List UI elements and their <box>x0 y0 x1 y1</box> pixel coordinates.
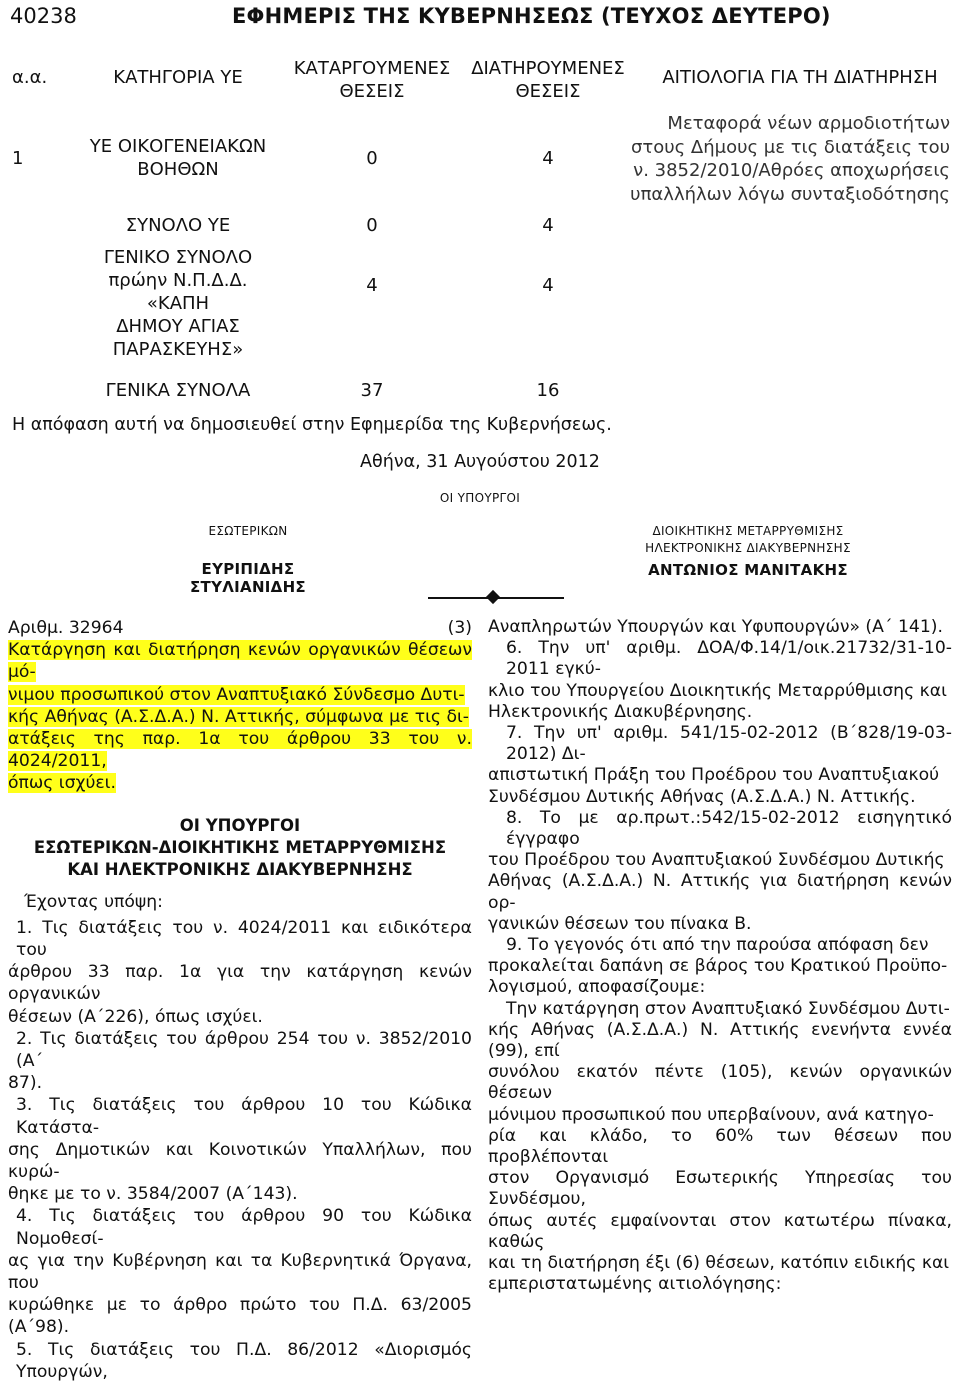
general-total-label-line: πρώην Ν.Π.Δ.Δ. «ΚΑΠΗ <box>108 270 248 314</box>
general-total-label-line: ΔΗΜΟΥ ΑΓΙΑΣ <box>116 316 240 337</box>
decision-body-line: Την κατάργηση στον Αναπτυξιακό Συνδέσμου Δυτι- <box>506 998 950 1019</box>
separator-diamond-icon <box>486 590 500 604</box>
consideration-line: 8. Το με αρ.πρωτ.:542/15-02-2012 εισηγητικό έγγραφο <box>506 807 952 850</box>
consideration-line: 3. Τις διατάξεις του άρθρου 10 του Κώδικα Κατάστα- <box>16 1095 472 1138</box>
consideration-line: άρθρου 33 παρ. 1α για την κατάργηση κενών οργανικών <box>8 962 472 1005</box>
col-header-reason: ΑΙΤΙΟΛΟΓΙΑ ΓΙΑ ΤΗ ΔΙΑΤΗΡΗΣΗ <box>662 67 938 88</box>
gazette-title: ΕΦΗΜΕΡΙΣ ΤΗΣ ΚΥΒΕΡΝΗΣΕΩΣ (ΤΕΥΧΟΣ ΔΕΥΤΕΡΟ) <box>232 4 831 28</box>
considerations-left <box>8 917 472 1383</box>
decision-title-line: Κατάργηση και διατήρηση κενών οργανικών θέσεων μό- <box>8 640 472 683</box>
decision-title-line: κής Αθήνας (Α.Σ.Δ.Α.) Ν. Αττικής, σύμφωνα με τις δι- <box>8 706 470 727</box>
row1-reason-line: υπαλλήλων λόγω συνταξιοδότησης <box>630 183 950 205</box>
row1-reason-line: στους Δήμους με τις διατάξεις του <box>630 136 950 158</box>
grand-totals-retained: 16 <box>536 380 560 401</box>
col-header-retained-line: ΔΙΑΤΗΡΟΥΜΕΝΕΣ <box>471 58 625 79</box>
decision-body-line: όπως αυτές εμφαίνονται στον κατωτέρω πίνακα, καθώς <box>488 1210 952 1252</box>
signature-left-ministry: ΕΣΩΤΕΡΙΚΩΝ <box>208 524 288 538</box>
decision-heading-line: ΟΙ ΥΠΟΥΡΓΟΙ <box>179 815 301 835</box>
decision-title-line: όπως ισχύει. <box>8 773 116 794</box>
general-total-label-line: ΠΑΡΑΣΚΕΥΗΣ» <box>112 339 244 360</box>
consideration-line: θηκε με το ν. 3584/2007 (Α΄143). <box>8 1184 298 1205</box>
grand-totals-label: ΓΕΝΙΚΑ ΣΥΝΟΛΑ <box>105 380 251 401</box>
consideration-line: 87). <box>8 1073 43 1094</box>
total-ye-abolished: 0 <box>366 215 378 236</box>
col-header-abolished <box>282 57 462 103</box>
publication-note: Η απόφαση αυτή να δημοσιευθεί στην Εφημερίδα της Κυβερνήσεως. <box>12 415 612 435</box>
decision-title <box>8 639 472 794</box>
signature-left-name: ΕΥΡΙΠΙΔΗΣ ΣΤΥΛΙΑΝΙΔΗΣ <box>190 560 306 596</box>
consideration-line: γανικών θέσεων του πίνακα Β. <box>488 913 752 934</box>
general-total-retained: 4 <box>542 275 554 296</box>
ministers-title: ΟΙ ΥΠΟΥΡΓΟΙ <box>439 491 521 505</box>
having-regard: Έχοντας υπόψη: <box>24 891 163 912</box>
row1-reason-line: ν. 3852/2010/Αθρόες αποχωρήσεις <box>633 160 950 181</box>
consideration-line: θέσεων (Α΄226), όπως ισχύει. <box>8 1006 263 1027</box>
consideration-line: Ηλεκτρονικής Διακυβέρνησης. <box>488 701 753 722</box>
general-total-abolished: 4 <box>366 275 378 296</box>
decision-heading-line: ΚΑΙ ΗΛΕΚΤΡΟΝΙΚΗΣ ΔΙΑΚΥΒΕΡΝΗΣΗΣ <box>67 859 413 879</box>
total-ye-retained: 4 <box>542 215 554 236</box>
decision-heading-line: ΕΣΩΤΕΡΙΚΩΝ-ΔΙΟΙΚΗΤΙΚΗΣ ΜΕΤΑΡΡΥΘΜΙΣΗΣ <box>33 837 447 857</box>
decision-body-line: κής Αθήνας (Α.Σ.Δ.Α.) Ν. Αττικής ενενήντα εννέα (99), επί <box>488 1019 952 1062</box>
general-total-label <box>78 246 278 361</box>
row1-aa: 1 <box>12 148 24 169</box>
consideration-line: 4. Τις διατάξεις του άρθρου 90 του Κώδικα Νομοθεσί- <box>16 1206 472 1249</box>
signature-right <box>598 524 898 579</box>
row1-abolished: 0 <box>366 148 378 169</box>
decision-body-line: στον Οργανισμό Εσωτερικής Υπηρεσίας του Συνδέσμου, <box>488 1168 952 1210</box>
row1-reason <box>630 112 950 206</box>
consideration-line: προκαλείται δαπάνη σε βάρος του Κρατικού Προϋπο- <box>488 956 948 977</box>
col-header-category: ΚΑΤΗΓΟΡΙΑ ΥΕ <box>113 67 243 88</box>
col-header-retained-line: ΘΕΣΕΙΣ <box>515 81 581 102</box>
right-column <box>488 617 952 1296</box>
signature-right-name: ΑΝΤΩΝΙΟΣ ΜΑΝΙΤΑΚΗΣ <box>648 561 848 579</box>
consideration-line: 5. Τις διατάξεις του Π.Δ. 86/2012 «Διορισμός Υπουργών, <box>16 1339 472 1382</box>
decision-body-line: μόνιμου προσωπικού που υπερβαίνουν, ανά κατηγο- <box>488 1104 934 1125</box>
row1-category-line: ΥΕ ΟΙΚΟΓΕΝΕΙΑΚΩΝ <box>89 136 267 157</box>
decision-title-line: ατάξεις της παρ. 1α του άρθρου 33 του ν. 4024/2011, <box>8 729 472 772</box>
decision-body-line: εμπεριστατωμένης αιτιολόγησης: <box>488 1274 782 1295</box>
place-date: Αθήνα, 31 Αυγούστου 2012 <box>360 452 600 472</box>
col-header-retained <box>458 57 638 103</box>
row1-category <box>78 135 278 181</box>
general-total-label-line: ΓΕΝΙΚΟ ΣΥΝΟΛΟ <box>103 247 253 268</box>
decision-heading <box>8 815 472 881</box>
signature-right-ministry-2: ΗΛΕΚΤΡΟΝΙΚΗΣ ΔΙΑΚΥΒΕΡΝΗΣΗΣ <box>645 541 851 555</box>
decision-seq: (3) <box>447 618 472 638</box>
decision-body-line: συνόλου εκατόν πέντε (105), κενών οργανικών θέσεων <box>488 1062 952 1104</box>
consideration-line: 6. Την υπ' αριθμ. ΔΟΑ/Φ.14/1/οικ.21732/31-10-2011 εγκύ- <box>506 638 952 680</box>
consideration-line: Αθήνας (Α.Σ.Δ.Α.) Ν. Αττικής για διατήρηση κενών ορ- <box>488 871 952 913</box>
consideration-line: Συνδέσμου Δυτικής Αθήνας (Α.Σ.Δ.Α.) Ν. Αττικής. <box>488 786 916 807</box>
row1-retained: 4 <box>542 148 554 169</box>
consideration-line: του Προέδρου του Αναπτυξιακού Συνδέσμου Δυτικής <box>488 850 945 871</box>
consideration-line: κυρώθηκε με το άρθρο πρώτο του Π.Δ. 63/2005 (Α΄98). <box>8 1295 472 1338</box>
consideration-line: 7. Την υπ' αριθμ. 541/15-02-2012 (Β΄828/19-03-2012) Δι- <box>506 723 952 765</box>
decision-number-row <box>8 617 472 639</box>
left-column <box>8 617 472 1383</box>
consideration-line: λογισμού, αποφασίζουμε: <box>488 977 706 998</box>
consideration-line: 9. Το γεγονός ότι από την παρούσα απόφαση δεν <box>506 935 929 956</box>
consideration-line: 1. Τις διατάξεις του ν. 4024/2011 και ειδικότερα του <box>16 917 472 961</box>
col-header-abolished-line: ΘΕΣΕΙΣ <box>339 81 405 102</box>
consideration-line: απιστωτική Πράξη του Προέδρου του Αναπτυξιακού <box>488 765 940 786</box>
consideration-line: κλιο του Υπουργείου Διοικητικής Μεταρρύθμισης και <box>488 680 947 701</box>
consideration-line: Αναπληρωτών Υπουργών και Υφυπουργών» (Α΄ 141). <box>488 617 943 637</box>
signature-right-ministry-1: ΔΙΟΙΚΗΤΙΚΗΣ ΜΕΤΑΡΡΥΘΜΙΣΗΣ <box>652 524 844 538</box>
page-number: 40238 <box>10 4 77 28</box>
row1-category-line: ΒΟΗΘΩΝ <box>137 159 219 180</box>
page-header <box>0 0 960 40</box>
grand-totals-abolished: 37 <box>360 380 384 401</box>
decision-title-line: νιμου προσωπικού στον Αναπτυξιακό Σύνδεσμο Δυτι- <box>8 684 465 705</box>
signature-left <box>148 524 348 596</box>
col-header-aa: α.α. <box>12 67 48 88</box>
consideration-line: 2. Τις διατάξεις του άρθρου 254 του ν. 3852/2010 (Α΄ <box>16 1028 472 1072</box>
decision-body-line: ρία και κλάδο, το 60% των θέσεων που προβλέπονται <box>488 1125 952 1168</box>
col-header-abolished-line: ΚΑΤΑΡΓΟΥΜΕΝΕΣ <box>293 58 451 79</box>
decision-number: Αριθμ. 32964 <box>8 618 124 638</box>
consideration-line: ας για την Κυβέρνηση και τα Κυβερνητικά Όργανα, που <box>8 1250 472 1294</box>
consideration-line: σης Δημοτικών και Κοινοτικών Υπαλλήλων, που κυρώ- <box>8 1139 472 1183</box>
row1-reason-line: Μεταφορά νέων αρμοδιοτήτων <box>667 113 950 134</box>
total-ye-label: ΣΥΝΟΛΟ ΥΕ <box>125 215 231 236</box>
decision-body-line: και τη διατήρηση έξι (6) θέσεων, κατόπιν ειδικής και <box>488 1253 950 1274</box>
